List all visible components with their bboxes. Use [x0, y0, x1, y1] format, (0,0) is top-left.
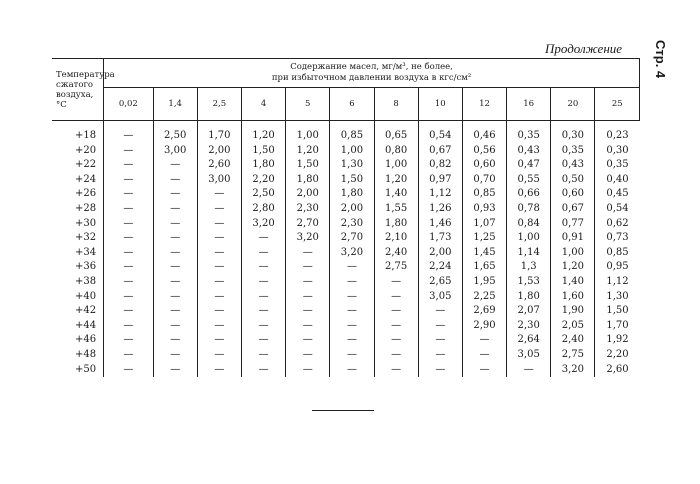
value-cell: 0,54	[595, 202, 640, 217]
value-cell: 2,30	[507, 319, 551, 334]
value-cell: 3,05	[507, 348, 551, 363]
value-cell: 0,67	[551, 202, 595, 217]
value-cell: —	[241, 231, 285, 246]
value-cell: 1,12	[595, 275, 640, 290]
value-cell: 0,66	[507, 187, 551, 202]
value-cell: —	[330, 348, 374, 363]
temperature-cell: +46	[75, 334, 97, 346]
table-row	[52, 217, 640, 232]
value-cell: 2,00	[330, 202, 374, 217]
value-cell: —	[104, 173, 153, 188]
value-cell: —	[462, 363, 506, 378]
value-cell: —	[153, 275, 197, 290]
value-cell: 0,30	[551, 121, 595, 144]
value-cell: 0,35	[595, 158, 640, 173]
value-cell: —	[241, 348, 285, 363]
value-cell: —	[197, 363, 241, 378]
value-cell: 1,20	[374, 173, 418, 188]
value-cell: —	[104, 231, 153, 246]
value-cell: 2,70	[286, 217, 330, 232]
value-cell: —	[418, 304, 462, 319]
value-cell: 0,56	[462, 144, 506, 159]
value-cell: 0,78	[507, 202, 551, 217]
value-cell: 0,80	[374, 144, 418, 159]
table-row	[52, 348, 640, 363]
pressure-header-cell: 25	[595, 88, 640, 121]
value-cell: —	[153, 363, 197, 378]
value-cell: —	[241, 333, 285, 348]
value-cell: —	[330, 260, 374, 275]
value-cell: 2,30	[330, 217, 374, 232]
value-cell: —	[104, 363, 153, 378]
value-cell: 1,50	[286, 158, 330, 173]
value-cell: 1,40	[551, 275, 595, 290]
value-cell: 0,70	[462, 173, 506, 188]
value-cell: 1,80	[374, 217, 418, 232]
temperature-cell: +44	[75, 319, 97, 331]
value-cell: —	[104, 260, 153, 275]
value-cell: 1,80	[241, 158, 285, 173]
value-cell: —	[330, 363, 374, 378]
value-cell: 1,07	[462, 217, 506, 232]
temperature-cell: +36	[75, 261, 97, 273]
table-row	[52, 275, 640, 290]
value-cell: —	[197, 275, 241, 290]
value-cell: —	[197, 231, 241, 246]
value-cell: 0,43	[551, 158, 595, 173]
value-cell: —	[286, 246, 330, 261]
value-cell: —	[197, 217, 241, 232]
value-cell: 0,47	[507, 158, 551, 173]
value-cell: 1,14	[507, 246, 551, 261]
value-cell: —	[374, 275, 418, 290]
oil-content-table	[52, 58, 640, 377]
value-cell: 0,85	[330, 121, 374, 144]
value-cell: —	[241, 363, 285, 378]
value-cell: —	[153, 217, 197, 232]
value-cell: 1,92	[595, 333, 640, 348]
value-cell: —	[330, 319, 374, 334]
oil-content-header-line2: при избыточном давлении воздуха в кгс/см²	[271, 73, 472, 84]
table-row	[52, 231, 640, 246]
pressure-header-cell: 0,02	[104, 88, 153, 121]
value-cell: 1,00	[507, 231, 551, 246]
value-cell: 1,45	[462, 246, 506, 261]
value-cell: 1,60	[551, 290, 595, 305]
value-cell: —	[153, 333, 197, 348]
value-cell: —	[241, 319, 285, 334]
pressure-header-cell: 2,5	[197, 88, 241, 121]
value-cell: 1,50	[595, 304, 640, 319]
value-cell: —	[286, 290, 330, 305]
value-cell: 2,07	[507, 304, 551, 319]
pressure-header-cell: 12	[462, 88, 506, 121]
value-cell: 1,00	[551, 246, 595, 261]
value-cell: 2,69	[462, 304, 506, 319]
value-cell: 2,65	[418, 275, 462, 290]
value-cell: —	[197, 348, 241, 363]
value-cell: 2,05	[551, 319, 595, 334]
value-cell: 1,73	[418, 231, 462, 246]
value-cell: —	[153, 246, 197, 261]
value-cell: 0,40	[595, 173, 640, 188]
value-cell: 0,95	[595, 260, 640, 275]
temperature-cell: +26	[75, 188, 97, 200]
value-cell: 0,30	[595, 144, 640, 159]
temperature-cell: +42	[75, 305, 97, 317]
temperature-cell: +28	[75, 202, 97, 214]
value-cell: 1,55	[374, 202, 418, 217]
value-cell: —	[153, 304, 197, 319]
value-cell: —	[286, 319, 330, 334]
value-cell: —	[374, 304, 418, 319]
value-cell: —	[418, 319, 462, 334]
table-row	[52, 144, 640, 159]
value-cell: —	[104, 348, 153, 363]
value-cell: 1,00	[286, 121, 330, 144]
value-cell: —	[197, 333, 241, 348]
value-cell: 0,85	[462, 187, 506, 202]
value-cell: 1,00	[330, 144, 374, 159]
value-cell: 2,90	[462, 319, 506, 334]
value-cell: —	[330, 275, 374, 290]
value-cell: 2,10	[374, 231, 418, 246]
pressure-header-cell: 5	[286, 88, 330, 121]
value-cell: —	[153, 202, 197, 217]
value-cell: —	[104, 290, 153, 305]
value-cell: —	[330, 333, 374, 348]
value-cell: 0,55	[507, 173, 551, 188]
value-cell: 1,65	[462, 260, 506, 275]
temperature-cell: +18	[75, 130, 97, 141]
value-cell: —	[197, 187, 241, 202]
value-cell: 2,20	[241, 173, 285, 188]
value-cell: 0,93	[462, 202, 506, 217]
oil-content-header	[104, 59, 640, 88]
value-cell: 2,40	[551, 333, 595, 348]
value-cell: —	[286, 304, 330, 319]
value-cell: 0,35	[507, 121, 551, 144]
table-row	[52, 187, 640, 202]
value-cell: 2,60	[595, 363, 640, 378]
value-cell: —	[104, 319, 153, 334]
value-cell: —	[104, 246, 153, 261]
value-cell: —	[418, 363, 462, 378]
value-cell: —	[197, 290, 241, 305]
table-row	[52, 246, 640, 261]
table-row	[52, 319, 640, 334]
value-cell: 2,64	[507, 333, 551, 348]
value-cell: 1,95	[462, 275, 506, 290]
value-cell: —	[197, 260, 241, 275]
value-cell: —	[153, 348, 197, 363]
value-cell: 0,85	[595, 246, 640, 261]
value-cell: 2,80	[241, 202, 285, 217]
value-cell: 2,75	[551, 348, 595, 363]
value-cell: —	[104, 217, 153, 232]
pressure-header-cell: 8	[374, 88, 418, 121]
value-cell: —	[241, 246, 285, 261]
table-row	[52, 121, 640, 144]
value-cell: 0,60	[462, 158, 506, 173]
value-cell: 2,00	[418, 246, 462, 261]
value-cell: —	[374, 290, 418, 305]
table-row	[52, 202, 640, 217]
pressure-header-cell: 6	[330, 88, 374, 121]
value-cell: 0,84	[507, 217, 551, 232]
value-cell: —	[104, 304, 153, 319]
table-row	[52, 260, 640, 275]
value-cell: 0,77	[551, 217, 595, 232]
value-cell: 0,23	[595, 121, 640, 144]
value-cell: —	[197, 246, 241, 261]
value-cell: 3,05	[418, 290, 462, 305]
temperature-cell: +22	[75, 159, 97, 171]
value-cell: 1,50	[330, 173, 374, 188]
value-cell: —	[104, 275, 153, 290]
continuation-label: Продолжение	[545, 41, 623, 56]
value-cell: 1,46	[418, 217, 462, 232]
pressure-header-cell: 16	[507, 88, 551, 121]
value-cell: 2,60	[197, 158, 241, 173]
temperature-header: Температура сжатого воздуха, °С	[52, 59, 104, 121]
value-cell: —	[153, 260, 197, 275]
value-cell: 0,73	[595, 231, 640, 246]
value-cell: —	[374, 348, 418, 363]
value-cell: 1,30	[595, 290, 640, 305]
value-cell: 2,50	[153, 121, 197, 144]
value-cell: 2,25	[462, 290, 506, 305]
table-row	[52, 333, 640, 348]
value-cell: —	[153, 173, 197, 188]
value-cell: 0,50	[551, 173, 595, 188]
value-cell: 3,00	[197, 173, 241, 188]
value-cell: —	[286, 363, 330, 378]
value-cell: 1,20	[241, 121, 285, 144]
value-cell: —	[153, 231, 197, 246]
value-cell: —	[197, 202, 241, 217]
value-cell: 3,20	[551, 363, 595, 378]
value-cell: 3,20	[330, 246, 374, 261]
value-cell: —	[104, 158, 153, 173]
value-cell: 2,70	[330, 231, 374, 246]
value-cell: 1,30	[330, 158, 374, 173]
value-cell: 0,43	[507, 144, 551, 159]
value-cell: 1,40	[374, 187, 418, 202]
oil-content-header-line1: Содержание масел, мг/м³, не более,	[290, 62, 453, 73]
value-cell: 1,80	[507, 290, 551, 305]
value-cell: 1,12	[418, 187, 462, 202]
value-cell: —	[286, 275, 330, 290]
value-cell: —	[241, 275, 285, 290]
value-cell: 1,90	[551, 304, 595, 319]
value-cell: —	[153, 187, 197, 202]
value-cell: 1,25	[462, 231, 506, 246]
value-cell: 1,20	[551, 260, 595, 275]
table-body	[52, 121, 640, 378]
value-cell: 0,60	[551, 187, 595, 202]
value-cell: —	[418, 348, 462, 363]
value-cell: 1,70	[595, 319, 640, 334]
value-cell: —	[104, 333, 153, 348]
value-cell: 2,20	[595, 348, 640, 363]
value-cell: —	[374, 333, 418, 348]
value-cell: —	[374, 319, 418, 334]
table-row	[52, 173, 640, 188]
value-cell: 2,00	[286, 187, 330, 202]
value-cell: 0,45	[595, 187, 640, 202]
value-cell: —	[241, 304, 285, 319]
value-cell: 0,54	[418, 121, 462, 144]
value-cell: 2,50	[241, 187, 285, 202]
temperature-cell: +50	[75, 363, 97, 375]
value-cell: —	[418, 333, 462, 348]
value-cell: —	[104, 202, 153, 217]
value-cell: —	[104, 187, 153, 202]
value-cell: 2,75	[374, 260, 418, 275]
value-cell: 0,91	[551, 231, 595, 246]
value-cell: —	[286, 260, 330, 275]
pressure-header-cell: 4	[241, 88, 285, 121]
value-cell: 1,20	[286, 144, 330, 159]
pressure-header-cell: 1,4	[153, 88, 197, 121]
value-cell: 0,62	[595, 217, 640, 232]
pressure-header-cell: 20	[551, 88, 595, 121]
table-row	[52, 290, 640, 305]
value-cell: 1,00	[374, 158, 418, 173]
value-cell: —	[104, 121, 153, 144]
temperature-cell: +32	[75, 232, 97, 244]
value-cell: 2,30	[286, 202, 330, 217]
value-cell: —	[507, 363, 551, 378]
value-cell: —	[462, 333, 506, 348]
value-cell: —	[330, 304, 374, 319]
value-cell: —	[286, 333, 330, 348]
value-cell: 0,46	[462, 121, 506, 144]
value-cell: 0,67	[418, 144, 462, 159]
value-cell: 2,40	[374, 246, 418, 261]
value-cell: 0,65	[374, 121, 418, 144]
temperature-cell: +24	[75, 173, 97, 185]
value-cell: —	[241, 260, 285, 275]
end-rule	[312, 410, 374, 411]
value-cell: 2,00	[197, 144, 241, 159]
value-cell: —	[374, 363, 418, 378]
value-cell: —	[197, 304, 241, 319]
value-cell: —	[104, 144, 153, 159]
value-cell: 1,70	[197, 121, 241, 144]
value-cell: 2,24	[418, 260, 462, 275]
value-cell: —	[153, 290, 197, 305]
pressure-header-cell: 10	[418, 88, 462, 121]
value-cell: 0,97	[418, 173, 462, 188]
value-cell: —	[330, 290, 374, 305]
pressure-header-row	[52, 88, 640, 121]
value-cell: —	[462, 348, 506, 363]
value-cell: 1,26	[418, 202, 462, 217]
temperature-cell: +20	[75, 144, 97, 156]
table-row	[52, 304, 640, 319]
temperature-cell: +38	[75, 275, 97, 287]
value-cell: 3,00	[153, 144, 197, 159]
value-cell: —	[241, 290, 285, 305]
value-cell: —	[197, 319, 241, 334]
temperature-cell: +48	[75, 348, 97, 360]
value-cell: —	[153, 158, 197, 173]
value-cell: 1,53	[507, 275, 551, 290]
temperature-cell: +34	[75, 246, 97, 258]
value-cell: —	[153, 319, 197, 334]
value-cell: —	[286, 348, 330, 363]
value-cell: 1,80	[286, 173, 330, 188]
table-row	[52, 363, 640, 378]
temperature-cell: +30	[75, 217, 97, 229]
value-cell: 1,50	[241, 144, 285, 159]
value-cell: 0,82	[418, 158, 462, 173]
temperature-cell: +40	[75, 290, 97, 302]
value-cell: 1,80	[330, 187, 374, 202]
value-cell: 1,3	[507, 260, 551, 275]
value-cell: 0,35	[551, 144, 595, 159]
table-row	[52, 158, 640, 173]
page-marker: Стр. 4	[653, 40, 668, 79]
value-cell: 3,20	[241, 217, 285, 232]
value-cell: 3,20	[286, 231, 330, 246]
